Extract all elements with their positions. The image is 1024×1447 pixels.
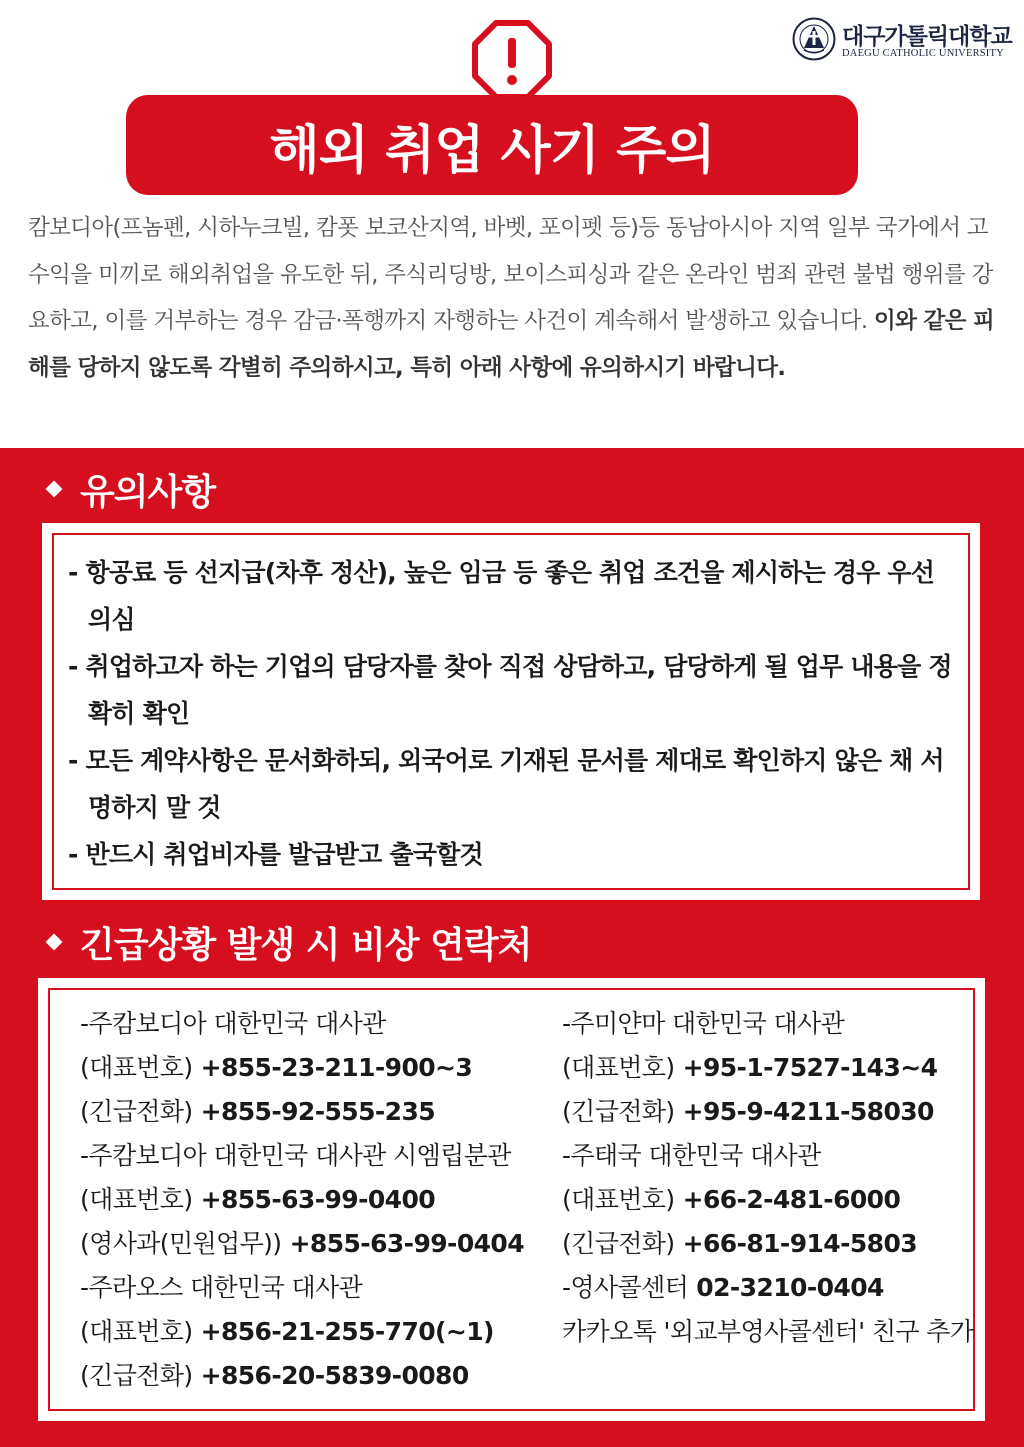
contact-heading: 카카오톡 '외교부영사콜센터' 친구 추가 (562, 1317, 974, 1346)
contacts-left-column (80, 1002, 524, 1398)
notes-section-heading (44, 462, 215, 516)
note-item: - 취업하고자 하는 기업의 담당자를 찾아 직접 상담하고, 담당하게 될 업무 내용을 정확히 확인 (68, 652, 952, 728)
contact-label: (긴급전화) (80, 1097, 193, 1126)
contact-label: (영사과(민원업무)) (80, 1229, 282, 1258)
contacts-box (38, 978, 985, 1421)
contact-phone-number: +856-20-5839-0080 (192, 1361, 469, 1390)
intro-text: 캄보디아(프놈펜, 시하누크빌, 캄폿 보코산지역, 바벳, 포이펫 등)등 동남아시아 지역 일부 국가에서 고수익을 미끼로 해외취업을 유도한 뒤, 주식리딩방, 보이스피싱과 같은 온라인 범죄 관련 불법 행위를 강요하고, 이를 거부하는 경우 감금·폭행까지 자행하는 사건이 계속해서 발생하고 있습니다. (28, 215, 993, 334)
page-title: 해외 취업 사기 주의 (269, 120, 715, 181)
contact-label: (대표번호) (80, 1317, 193, 1346)
contact-heading: -주라오스 대한민국 대사관 (80, 1273, 363, 1302)
note-item: - 항공료 등 선지급(차후 정산), 높은 임금 등 좋은 취업 조건을 제시하는 경우 우선 의심 (68, 558, 935, 634)
contact-label: -영사콜센터 (562, 1273, 689, 1302)
contact-label: (긴급전화) (80, 1361, 193, 1390)
notes-section-title: 유의사항 (80, 471, 216, 513)
contact-phone-number: +855-63-99-0400 (192, 1185, 436, 1214)
university-seal-icon (792, 17, 836, 61)
contact-phone-number: +855-92-555-235 (192, 1097, 436, 1126)
contact-number-line (80, 1310, 524, 1354)
contact-number-line (80, 1354, 524, 1398)
contact-number-line (80, 1178, 524, 1222)
contact-number-line (80, 1046, 524, 1090)
notes-list (68, 549, 958, 878)
contact-heading: -주캄보디아 대한민국 대사관 (80, 1009, 386, 1038)
contact-phone-number: +855-63-99-0404 (281, 1229, 524, 1258)
intro-paragraph (28, 205, 1008, 391)
contacts-right-column (562, 1002, 973, 1354)
university-logo (790, 14, 1015, 64)
note-item: - 모든 계약사항은 문서화하되, 외국어로 기재된 문서를 제대로 확인하지 않은 채 서명하지 말 것 (68, 746, 944, 822)
contacts-section-heading (44, 914, 531, 970)
contact-number-line (562, 1178, 973, 1222)
contact-phone-number: +95-1-7527-143~4 (674, 1053, 938, 1082)
contact-label: (대표번호) (80, 1185, 193, 1214)
contact-number-line (562, 1222, 973, 1266)
contact-label: (긴급전화) (562, 1229, 675, 1258)
contact-number-line (80, 1090, 524, 1134)
contact-phone-number: +66-2-481-6000 (674, 1185, 901, 1214)
contact-phone-number: +855-23-211-900~3 (192, 1053, 473, 1082)
contacts-section-title: 긴급상황 발생 시 비상 연락처 (80, 924, 532, 966)
university-name-korean: 대구가톨릭대학교 (842, 23, 1012, 50)
contact-phone-number: 02-3210-0404 (688, 1273, 884, 1302)
contact-label: (대표번호) (562, 1053, 675, 1082)
contact-number-line (562, 1046, 973, 1090)
university-name-english: DAEGU CATHOLIC UNIVERSITY (842, 48, 1004, 59)
contact-heading: -주미얀마 대한민국 대사관 (562, 1009, 845, 1038)
diamond-bullet-icon (46, 481, 63, 498)
contact-label: (대표번호) (80, 1053, 193, 1082)
contact-number-line (80, 1222, 524, 1266)
contact-label: (대표번호) (562, 1185, 675, 1214)
notes-box (42, 523, 980, 900)
warning-octagon-icon (472, 20, 552, 100)
title-banner (126, 95, 858, 195)
contact-phone-number: +856-21-255-770(~1) (192, 1317, 494, 1346)
contact-label: (긴급전화) (562, 1097, 675, 1126)
intro-emphasis: 이와 같은 피해를 당하지 않도록 각별히 주의하시고, 특히 아래 사항에 유의하시기 바랍니다. (28, 308, 995, 381)
contact-phone-number: +95-9-4211-58030 (674, 1097, 934, 1126)
diamond-bullet-icon (46, 934, 63, 951)
contact-heading: -주태국 대한민국 대사관 (562, 1141, 821, 1170)
note-item: - 반드시 취업비자를 발급받고 출국할것 (68, 840, 483, 869)
contact-heading: -주캄보디아 대한민국 대사관 시엠립분관 (80, 1141, 511, 1170)
contact-number-line (562, 1090, 973, 1134)
contact-number-line (562, 1266, 973, 1310)
contact-phone-number: +66-81-914-5803 (674, 1229, 918, 1258)
